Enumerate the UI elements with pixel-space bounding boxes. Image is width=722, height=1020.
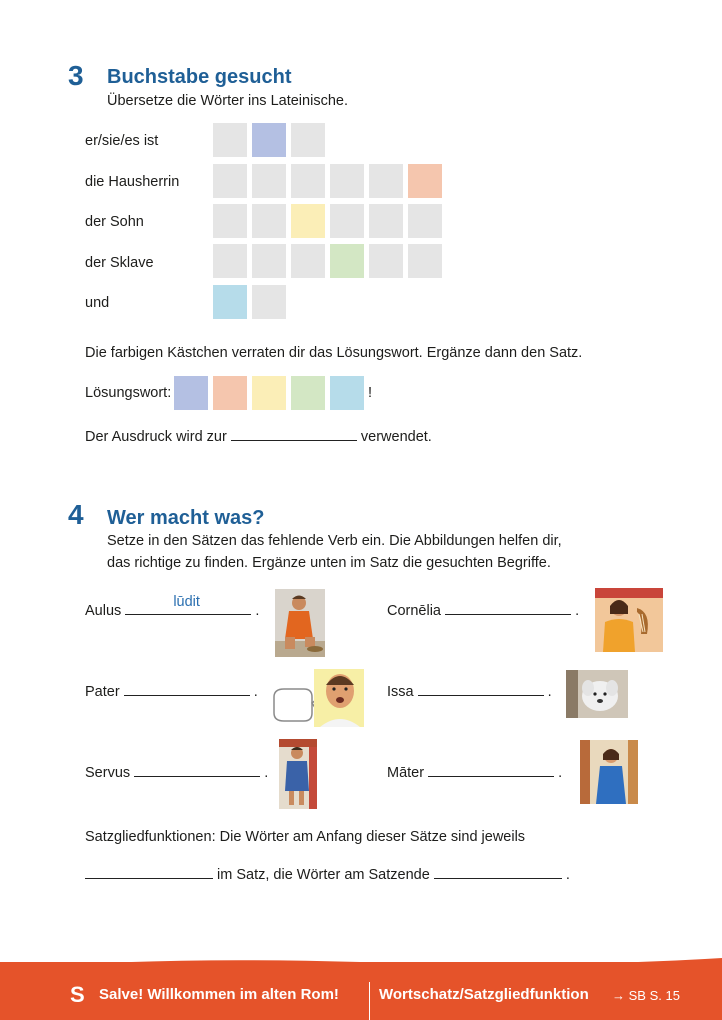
row-label-er-sie-es-ist: er/sie/es ist bbox=[85, 133, 159, 149]
illustration-cornelia-lyre bbox=[595, 588, 663, 652]
grid-cell[interactable] bbox=[408, 244, 442, 278]
subject-servus: Servus bbox=[85, 765, 131, 781]
illustration-servus bbox=[279, 739, 317, 809]
solution-cell[interactable] bbox=[330, 376, 364, 410]
functions-mid: im Satz, die Wörter am Satzende bbox=[217, 867, 430, 883]
subject-issa: Issa bbox=[387, 684, 414, 700]
grid-cell[interactable] bbox=[213, 244, 247, 278]
function-blank-1[interactable] bbox=[85, 864, 213, 879]
grid-cell[interactable] bbox=[369, 244, 403, 278]
grid-cell[interactable] bbox=[330, 204, 364, 238]
grid-cell[interactable] bbox=[213, 285, 247, 319]
grid-cell[interactable] bbox=[291, 244, 325, 278]
task4-instruction-line1: Setze in den Sätzen das fehlende Verb ein. Die Abbildungen helfen dir, bbox=[107, 533, 562, 549]
grid-cell[interactable] bbox=[369, 204, 403, 238]
illustration-mater bbox=[580, 740, 638, 804]
sentence-blank[interactable] bbox=[231, 426, 357, 441]
row-label-und: und bbox=[85, 295, 110, 311]
end-aulus: . bbox=[255, 603, 260, 619]
sentence-servus bbox=[85, 762, 268, 781]
solution-end: ! bbox=[368, 385, 373, 401]
grid-cell[interactable] bbox=[213, 204, 247, 238]
task3-hint: Die farbigen Kästchen verraten dir das Lösungswort. Ergänze dann den Satz. bbox=[85, 345, 583, 361]
functions-end: . bbox=[565, 867, 570, 883]
illustration-issa-dog bbox=[566, 670, 628, 718]
task3-sentence bbox=[85, 426, 432, 445]
grid-cell[interactable] bbox=[330, 244, 364, 278]
sentence-end: verwendet. bbox=[360, 429, 432, 445]
task4-number: 4 bbox=[68, 499, 84, 530]
task3-title: Buchstabe gesucht bbox=[107, 66, 292, 88]
end-pater: . bbox=[253, 684, 258, 700]
end-mater: . bbox=[558, 765, 563, 781]
grid-cell[interactable] bbox=[291, 164, 325, 198]
footer-divider bbox=[369, 982, 370, 1020]
task4-instruction-line2: das richtige zu finden. Ergänze unten im Satz die gesuchten Begriffe. bbox=[107, 555, 551, 571]
verb-blank-mater[interactable] bbox=[428, 762, 554, 777]
grid-cell[interactable] bbox=[408, 164, 442, 198]
grid-cell[interactable] bbox=[252, 244, 286, 278]
subject-mater: Māter bbox=[387, 765, 425, 781]
functions-line1: Satzgliedfunktionen: Die Wörter am Anfang dieser Sätze sind jeweils bbox=[85, 829, 526, 845]
verb-blank-cornelia[interactable] bbox=[445, 600, 571, 615]
footer-topic: Wortschatz/Satzgliedfunktion bbox=[379, 986, 589, 1003]
end-issa: . bbox=[547, 684, 552, 700]
footer-book-title: Salve! Willkommen im alten Rom! bbox=[99, 986, 339, 1003]
functions-line2 bbox=[85, 864, 570, 883]
grid-cell[interactable] bbox=[408, 204, 442, 238]
solution-cell[interactable] bbox=[291, 376, 325, 410]
task4-title: Wer macht was? bbox=[107, 507, 265, 529]
verb-blank-issa[interactable] bbox=[418, 681, 544, 696]
verb-blank-servus[interactable] bbox=[134, 762, 260, 777]
footer-reference: → SB S. 15 bbox=[612, 988, 680, 1003]
grid-cell[interactable] bbox=[369, 164, 403, 198]
sentence-issa bbox=[387, 681, 552, 700]
sentence-cornelia bbox=[387, 600, 579, 619]
grid-cell[interactable] bbox=[213, 123, 247, 157]
grid-cell[interactable] bbox=[291, 123, 325, 157]
solution-label: Lösungswort: bbox=[85, 385, 172, 401]
grid-cell[interactable] bbox=[330, 164, 364, 198]
grid-cell[interactable] bbox=[291, 204, 325, 238]
subject-aulus: Aulus bbox=[85, 603, 122, 619]
grid-cell[interactable] bbox=[252, 164, 286, 198]
grid-cell[interactable] bbox=[252, 204, 286, 238]
function-blank-2[interactable] bbox=[434, 864, 562, 879]
sentence-start: Der Ausdruck wird zur bbox=[85, 429, 227, 445]
illustration-pater-speaking bbox=[268, 667, 364, 727]
verb-blank-pater[interactable] bbox=[124, 681, 250, 696]
task3-instruction: Übersetze die Wörter ins Lateinische. bbox=[107, 93, 348, 109]
footer-bar bbox=[0, 962, 722, 1020]
verb-blank-aulus[interactable] bbox=[125, 594, 251, 615]
end-servus: . bbox=[264, 765, 269, 781]
sentence-pater bbox=[85, 681, 258, 700]
row-label-hausherrin: die Hausherrin bbox=[85, 174, 180, 190]
sentence-aulus bbox=[85, 594, 260, 619]
row-label-sklave: der Sklave bbox=[85, 255, 154, 271]
sentence-mater bbox=[387, 762, 562, 781]
row-label-sohn: der Sohn bbox=[85, 214, 144, 230]
end-cornelia: . bbox=[575, 603, 580, 619]
solution-cell[interactable] bbox=[213, 376, 247, 410]
grid-cell[interactable] bbox=[213, 164, 247, 198]
footer-logo: S bbox=[70, 982, 85, 1007]
subject-cornelia: Cornēlia bbox=[387, 603, 441, 619]
solution-cell[interactable] bbox=[252, 376, 286, 410]
grid-cell[interactable] bbox=[252, 285, 286, 319]
answer-aulus: lūdit bbox=[173, 594, 200, 610]
grid-cell[interactable] bbox=[252, 123, 286, 157]
subject-pater: Pater bbox=[85, 684, 120, 700]
illustration-aulus-playing bbox=[275, 589, 325, 657]
solution-cell[interactable] bbox=[174, 376, 208, 410]
task3-number: 3 bbox=[68, 60, 84, 91]
